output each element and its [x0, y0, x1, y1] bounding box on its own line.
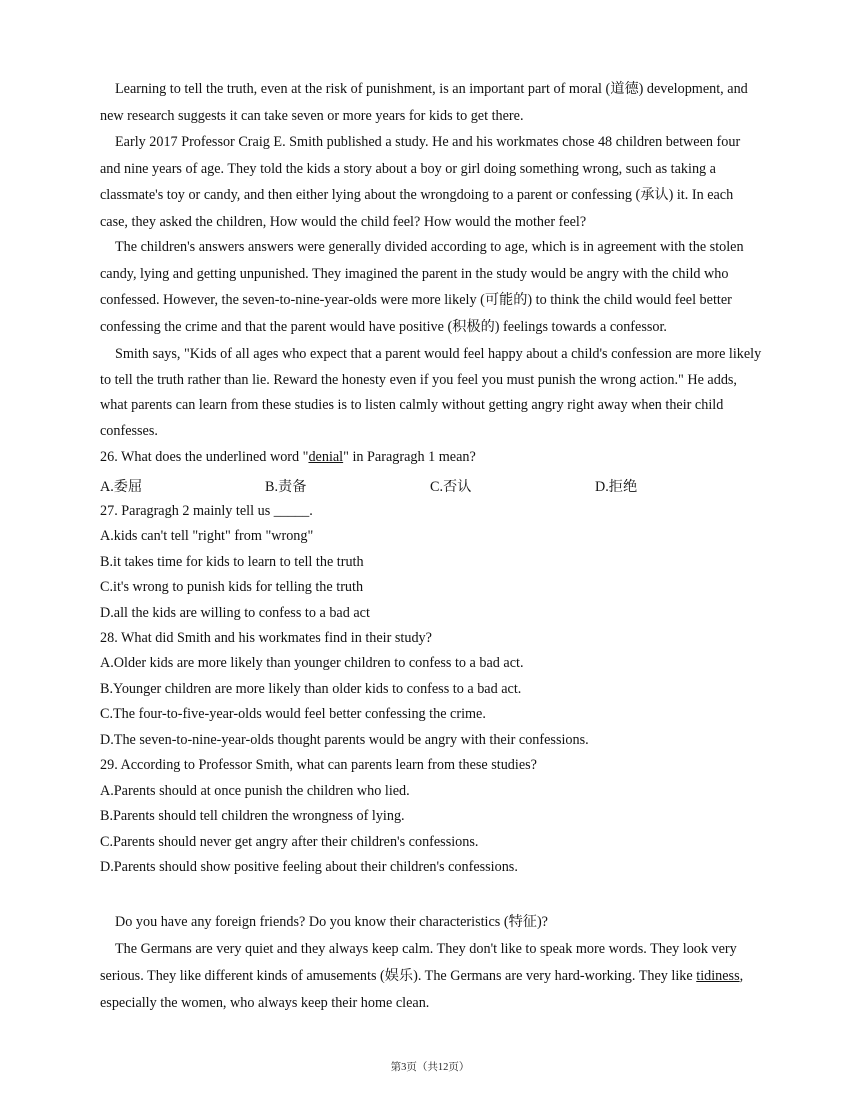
question-28-option-a: A.Older kids are more likely than younger children to confess to a bad act. — [100, 655, 524, 671]
page-number-footer: 第3页（共12页） — [390, 1062, 470, 1073]
question-26-stem: 26. What does the underlined word "denial" in Paragragh 1 mean? — [100, 449, 476, 465]
question-28-option-d: D.The seven-to-nine-year-olds thought parents would be angry with their confessions. — [100, 732, 589, 748]
question-29-option-c: C.Parents should never get angry after their children's confessions. — [100, 834, 479, 850]
question-27-option-b: B.it takes time for kids to learn to tell the truth — [100, 554, 364, 570]
question-27-stem: 27. Paragragh 2 mainly tell us _____. — [100, 503, 313, 519]
question-28-option-b: B.Younger children are more likely than older kids to confess to a bad act. — [100, 681, 522, 697]
question-29-option-a: A.Parents should at once punish the children who lied. — [100, 783, 410, 799]
question-28-option-c: C.The four-to-five-year-olds would feel better confessing the crime. — [100, 706, 486, 722]
question-27-option-d: D.all the kids are willing to confess to a bad act — [100, 605, 370, 621]
underlined-word-denial: denial — [308, 449, 344, 465]
question-26-option-b: B.责备 — [265, 479, 307, 495]
question-29-stem: 29. According to Professor Smith, what can parents learn from these studies? — [100, 757, 537, 773]
passage1-paragraph-1: Learning to tell the truth, even at the risk of punishment, is an important part of moral (道德) development, and new research suggests it can take seven or more years for kids to get there. — [100, 81, 748, 124]
question-26-option-d: D.拒绝 — [595, 479, 638, 495]
passage1-paragraph-3: The children's answers answers were generally divided according to age, which is in agreement with the stolen candy, lying and getting unpunished. They imagined the parent in the study would be angry with the child who confessed. However, the seven-to-nine-year-olds were more likely (可能的) to think the child would feel better confessing the crime and that the parent would have positive (积极的) feelings towards a confessor. — [100, 239, 744, 335]
question-29-option-b: B.Parents should tell children the wrongness of lying. — [100, 808, 405, 824]
question-27-option-c: C.it's wrong to punish kids for telling the truth — [100, 579, 364, 595]
question-28-stem: 28. What did Smith and his workmates find in their study? — [100, 630, 432, 646]
question-26-option-c: C.否认 — [430, 479, 472, 495]
question-27-option-a: A.kids can't tell "right" from "wrong" — [100, 528, 314, 544]
passage1-paragraph-4: Smith says, "Kids of all ages who expect that a parent would feel happy about a child's confession are more likely to tell the truth rather than lie. Reward the honesty even if you feel you must punish the wrong action." He adds, what parents can learn from these studies is to listen calmly without getting angry right away when their child confesses. — [100, 346, 762, 439]
passage2-paragraph-1: Do you have any foreign friends? Do you know their characteristics (特征)? — [115, 914, 548, 930]
underlined-word-tidiness: tidiness — [696, 968, 740, 984]
passage1-paragraph-2: Early 2017 Professor Craig E. Smith published a study. He and his workmates chose 48 children between four and nine years of age. They told the kids a story about a boy or girl doing something wrong, such as taking a classmate's toy or candy, and then either lying about the wrongdoing to a parent or confessing (承认) it. In each case, they asked the children, How would the child feel? How would the mother feel? — [100, 134, 741, 230]
question-29-option-d: D.Parents should show positive feeling about their children's confessions. — [100, 859, 518, 875]
question-26-option-a: A.委屈 — [100, 479, 143, 495]
passage2-paragraph-2: The Germans are very quiet and they always keep calm. They don't like to speak more words. They look very serious. They like different kinds of amusements (娱乐). The Germans are very hard-working. They like tidiness, especially the women, who always keep their home clean. — [100, 941, 744, 1011]
